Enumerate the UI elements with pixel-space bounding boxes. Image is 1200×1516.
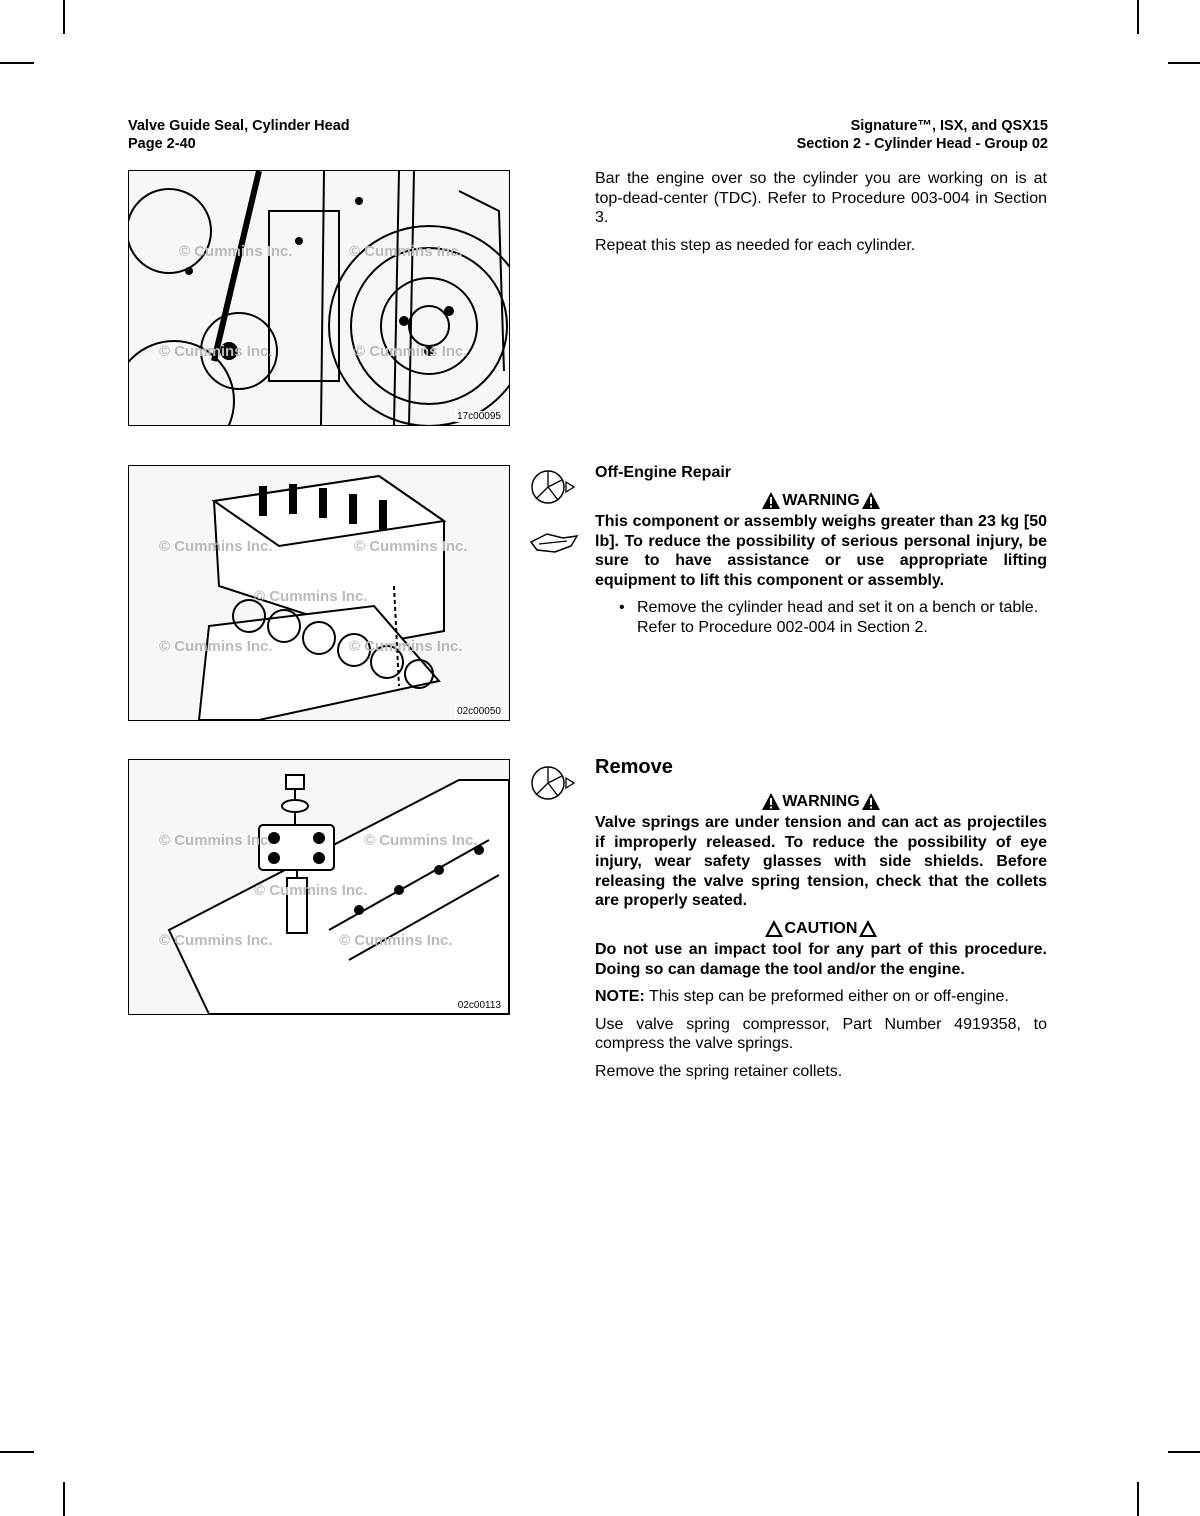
- crop-mark: [1137, 1482, 1139, 1516]
- note-paragraph: [595, 987, 1047, 1007]
- crop-mark: [63, 1482, 65, 1516]
- caution-triangle-icon: [858, 919, 878, 938]
- bullet-dot-icon: •: [619, 599, 625, 616]
- warning-signal: [595, 491, 1047, 511]
- figure-code: 02c00050: [457, 706, 501, 717]
- caution-triangle-icon: [764, 919, 784, 938]
- lifting-weight-icon: [527, 530, 581, 556]
- figure-valve-spring-compressor: [128, 759, 510, 1015]
- warning-signal: [595, 792, 1047, 812]
- watermark: © Cummins Inc.: [354, 343, 468, 360]
- crop-mark: [0, 62, 34, 64]
- watermark: © Cummins Inc.: [159, 343, 273, 360]
- caution-text: Do not use an impact tool for any part of this procedure. Doing so can damage the tool and/or the engine.: [595, 941, 1047, 978]
- bullet-item: [595, 598, 1047, 637]
- crop-mark: [1137, 0, 1139, 34]
- product-line: Signature™, ISX, and QSX15: [850, 118, 1048, 134]
- watermark: © Cummins Inc.: [354, 538, 468, 555]
- warning-triangle-icon: [861, 792, 881, 811]
- warning-triangle-icon: [761, 491, 781, 510]
- figure-code: 02c00113: [457, 1000, 501, 1011]
- watermark: © Cummins Inc.: [339, 932, 453, 949]
- figure-cylinder-head-removal: [128, 465, 510, 721]
- figure-code: 17c00095: [457, 411, 501, 422]
- instruction-paragraph: Repeat this step as needed for each cylinder.: [595, 236, 916, 254]
- watermark: © Cummins Inc.: [254, 588, 368, 605]
- warning-label: WARNING: [782, 491, 860, 509]
- warning-label: WARNING: [782, 792, 860, 810]
- watermark: © Cummins Inc.: [349, 243, 463, 260]
- step-heading: Off-Engine Repair: [595, 464, 732, 481]
- step-remove-text: [595, 758, 1047, 1089]
- page-number: Page 2-40: [128, 136, 196, 152]
- engine-front-illustration: [129, 171, 509, 425]
- page-header-left: [128, 117, 350, 153]
- instruction-paragraph: Bar the engine over so the cylinder you are working on is at top-dead-center (TDC). Refer to Procedure 003-004 in Section 3.: [595, 170, 1047, 226]
- valve-spring-compressor-illustration: [129, 760, 509, 1014]
- warning-triangle-icon: [761, 792, 781, 811]
- watermark: © Cummins Inc.: [159, 932, 273, 949]
- watermark: © Cummins Inc.: [349, 638, 463, 655]
- caution-label: CAUTION: [784, 919, 858, 937]
- watermark: © Cummins Inc.: [254, 882, 368, 899]
- time-estimate-icon: [528, 466, 578, 508]
- watermark: © Cummins Inc.: [159, 832, 273, 849]
- document-title: Valve Guide Seal, Cylinder Head: [128, 118, 350, 134]
- note-text: This step can be preformed either on or off-engine.: [644, 988, 1009, 1005]
- crop-mark: [1168, 62, 1200, 64]
- instruction-paragraph: Remove the spring retainer collets.: [595, 1062, 843, 1080]
- caution-signal: [595, 919, 1047, 939]
- warning-triangle-icon: [861, 491, 881, 510]
- step-off-engine-text: [595, 463, 1047, 645]
- bullet-text: Remove the cylinder head and set it on a bench or table. Refer to Procedure 002-004 in Section 2.: [637, 599, 1039, 636]
- instruction-paragraph: Use valve spring compressor, Part Number 4919358, to compress the valve springs.: [595, 1015, 1047, 1052]
- crop-mark: [63, 0, 65, 34]
- crop-mark: [0, 1451, 34, 1453]
- time-estimate-icon: [528, 762, 578, 804]
- step-heading: Remove: [595, 756, 673, 778]
- warning-text: This component or assembly weighs greater than 23 kg [50 lb]. To reduce the possibility of serious personal injury, be sure to have assistance or use appropriate lifting equipment to lift this component or assembly.: [595, 513, 1047, 589]
- note-label: NOTE:: [595, 988, 645, 1005]
- watermark: © Cummins Inc.: [364, 832, 478, 849]
- page-header-right: [797, 117, 1048, 153]
- watermark: © Cummins Inc.: [179, 243, 293, 260]
- watermark: © Cummins Inc.: [159, 538, 273, 555]
- crop-mark: [1168, 1451, 1200, 1453]
- section-title: Section 2 - Cylinder Head - Group 02: [796, 136, 1048, 152]
- figure-barring-engine: [128, 170, 510, 426]
- warning-text: Valve springs are under tension and can act as projectiles if improperly released. To reduce the possibility of eye injury, wear safety glasses with side shields. Before releasing the valve spring tension, check that the collets are properly seated.: [595, 814, 1047, 909]
- step-barring-text: [595, 169, 1047, 263]
- cylinder-head-illustration: [129, 466, 509, 720]
- watermark: © Cummins Inc.: [159, 638, 273, 655]
